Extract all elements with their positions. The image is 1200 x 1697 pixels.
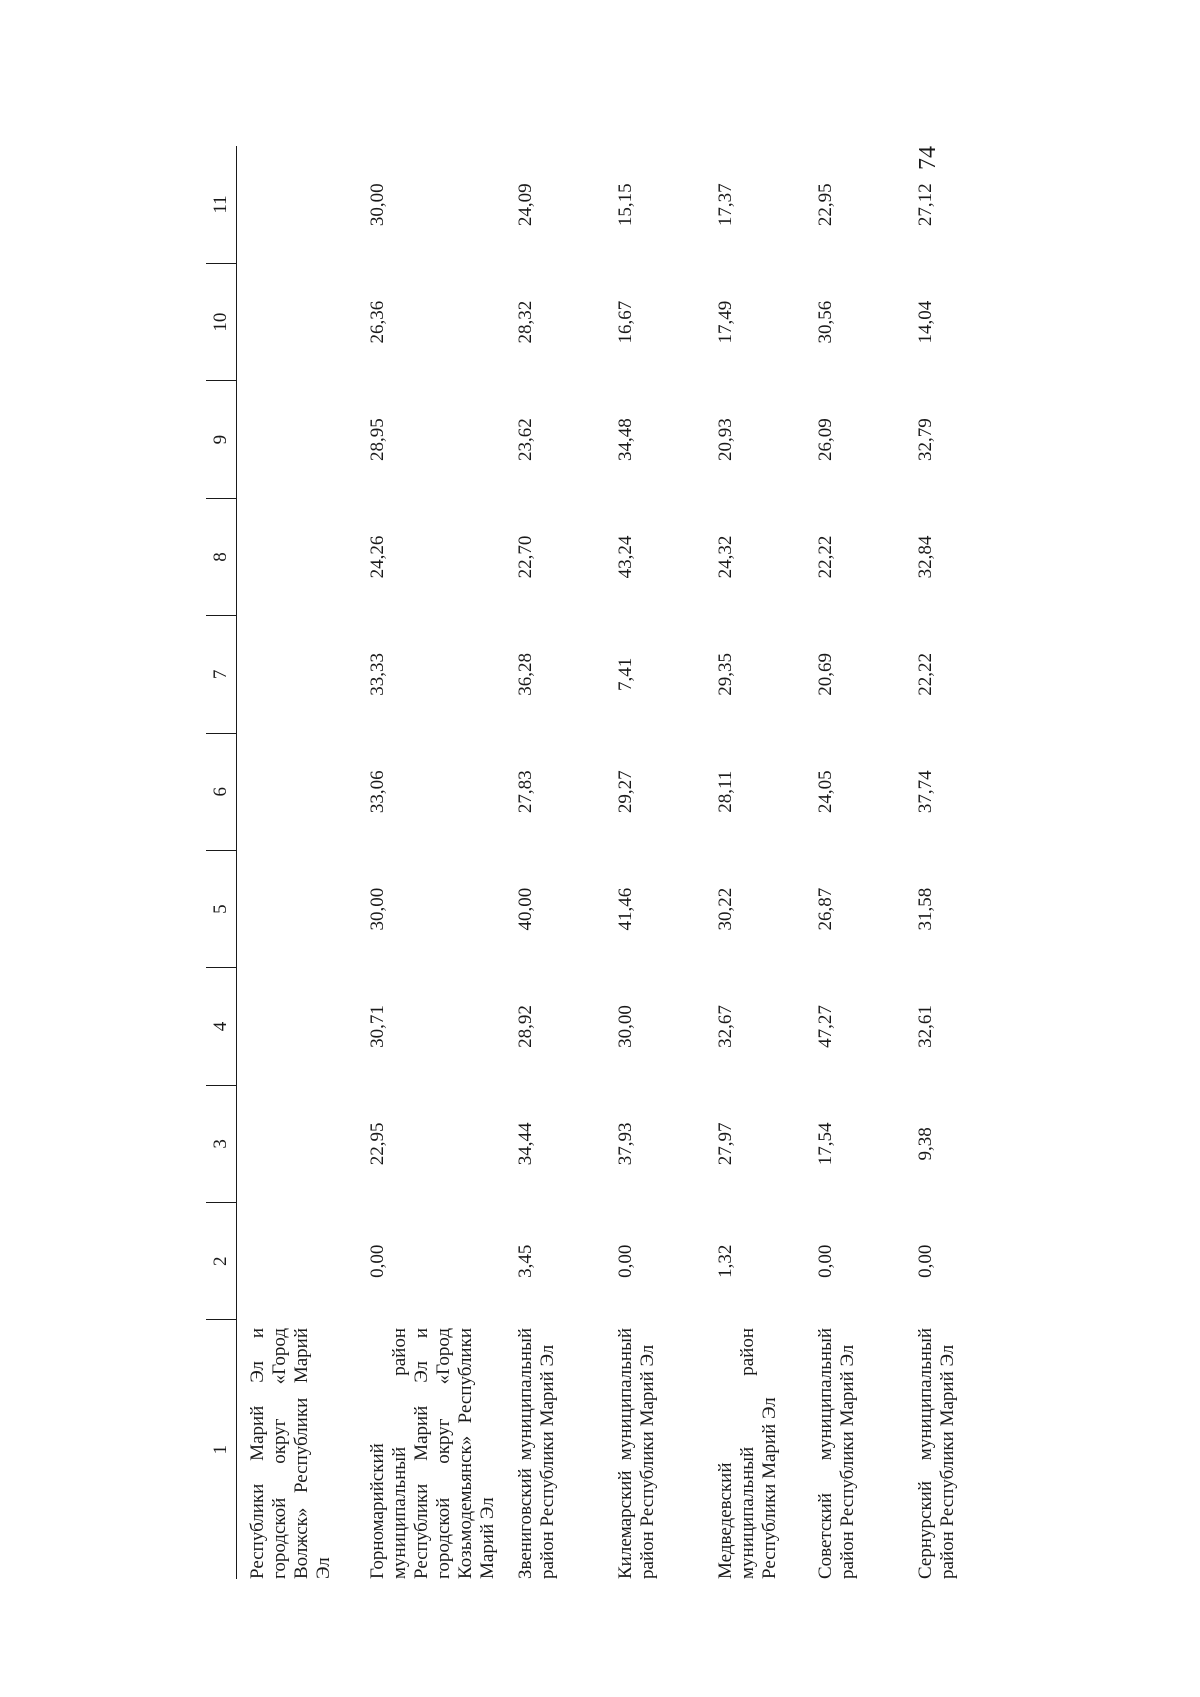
table-cell: 34,48 [615, 418, 636, 461]
table-cell: 20,69 [815, 652, 836, 696]
page-number: 74 [915, 146, 941, 170]
column-number-header: 10 [206, 263, 237, 380]
table-cell [237, 616, 368, 733]
table-row [515, 146, 615, 1579]
rotated-table-container [206, 146, 986, 1579]
table-cell: 23,62 [515, 418, 536, 461]
table-cell [237, 733, 368, 850]
table-cell: 29,27 [615, 770, 636, 814]
table-cell: 40,00 [515, 887, 536, 931]
table-cell: 28,95 [367, 418, 388, 461]
table-cell: 41,46 [615, 887, 636, 931]
column-number-header: 11 [206, 146, 237, 263]
table-cell [237, 850, 368, 967]
table-cell: 0,00 [367, 1244, 388, 1278]
table-cell: 3,45 [515, 1244, 536, 1278]
table-cell: 22,22 [915, 652, 936, 696]
table-row [715, 146, 815, 1579]
table-cell [237, 1203, 368, 1320]
table-cell: 17,49 [715, 300, 736, 344]
table-cell: 32,61 [915, 1005, 936, 1048]
district-name: Сернурский муниципальный район Республики Марий Эл [915, 1327, 958, 1579]
table-cell: 34,44 [515, 1122, 536, 1166]
table-cell [237, 146, 368, 263]
column-number-header: 7 [206, 616, 237, 733]
table-cell: 24,32 [715, 535, 736, 579]
table-cell: 30,22 [715, 887, 736, 931]
table-cell: 43,24 [615, 535, 636, 579]
table-cell: 16,67 [615, 300, 636, 344]
table-cell: 32,79 [915, 418, 936, 461]
column-number-header: 4 [206, 968, 237, 1085]
table-cell: 1,32 [715, 1244, 736, 1278]
table-cell: 24,05 [815, 770, 836, 814]
district-name: Медведевский муниципальный район Республики Марий Эл [715, 1327, 780, 1579]
table-row [815, 146, 915, 1579]
column-number-header: 9 [206, 381, 237, 498]
table-cell [237, 263, 368, 380]
table-cell [237, 381, 368, 498]
table-cell: 33,06 [367, 770, 388, 814]
table-cell: 36,28 [515, 652, 536, 696]
table-cell: 20,93 [715, 418, 736, 461]
column-number-header: 5 [206, 850, 237, 967]
table-cell: 9,38 [915, 1127, 936, 1161]
table-cell: 47,27 [815, 1005, 836, 1048]
table-row [915, 146, 995, 1579]
table-cell: 32,67 [715, 1005, 736, 1048]
table-cell: 7,41 [615, 657, 636, 691]
table-row [367, 146, 515, 1579]
table-cell: 0,00 [615, 1244, 636, 1278]
table-cell: 32,84 [915, 535, 936, 579]
table-cell: 30,71 [367, 1005, 388, 1048]
column-number-header: 3 [206, 1085, 237, 1202]
table-cell: 30,00 [367, 887, 388, 931]
table-cell: 0,00 [915, 1244, 936, 1278]
table-cell: 17,54 [815, 1122, 836, 1166]
district-name: Горномарийский муниципальный район Республики Марий Эл и городской округ «Город Козьмодемьянск» Республики Марий Эл [367, 1327, 498, 1579]
table-cell: 22,22 [815, 535, 836, 579]
table-cell: 22,95 [367, 1122, 388, 1166]
table-row [237, 146, 368, 1579]
table-cell: 28,32 [515, 300, 536, 344]
table-cell: 26,36 [367, 300, 388, 344]
table-cell: 30,00 [367, 183, 388, 227]
district-name: Республики Марий Эл и городской округ «Город Волжск» Республики Марий Эл [247, 1327, 334, 1579]
table-cell: 24,09 [515, 183, 536, 227]
table-cell: 31,58 [915, 887, 936, 931]
column-number-header: 1 [206, 1320, 237, 1579]
table-cell: 28,92 [515, 1005, 536, 1048]
table-cell: 27,12 [915, 183, 936, 227]
statistics-table [206, 146, 995, 1579]
table-cell [237, 968, 368, 1085]
table-cell: 30,56 [815, 300, 836, 344]
table-cell: 29,35 [715, 652, 736, 696]
table-row [615, 146, 715, 1579]
header-row [206, 146, 237, 1579]
column-number-header: 6 [206, 733, 237, 850]
table-cell: 30,00 [615, 1005, 636, 1048]
table-cell: 0,00 [815, 1244, 836, 1278]
table-cell: 22,95 [815, 183, 836, 227]
table-cell: 28,11 [715, 770, 736, 813]
table-cell: 22,70 [515, 535, 536, 579]
table-cell: 27,97 [715, 1122, 736, 1166]
table-cell: 14,04 [915, 300, 936, 344]
table-cell: 24,26 [367, 535, 388, 579]
table-cell: 27,83 [515, 770, 536, 814]
table-cell: 15,15 [615, 183, 636, 227]
district-name: Килемарский муниципальный район Республики Марий Эл [615, 1327, 658, 1579]
column-number-header: 2 [206, 1203, 237, 1320]
district-name: Звениговский муниципальный район Республики Марий Эл [515, 1327, 558, 1579]
table-cell: 33,33 [367, 652, 388, 696]
table-cell: 37,93 [615, 1122, 636, 1166]
column-number-header: 8 [206, 498, 237, 615]
table-cell: 37,74 [915, 770, 936, 814]
district-name: Советский муниципальный район Республики Марий Эл [815, 1327, 858, 1579]
table-cell: 26,09 [815, 418, 836, 461]
table-cell [237, 498, 368, 615]
table-cell: 17,37 [715, 183, 736, 227]
table-cell: 26,87 [815, 887, 836, 931]
table-cell [237, 1085, 368, 1202]
